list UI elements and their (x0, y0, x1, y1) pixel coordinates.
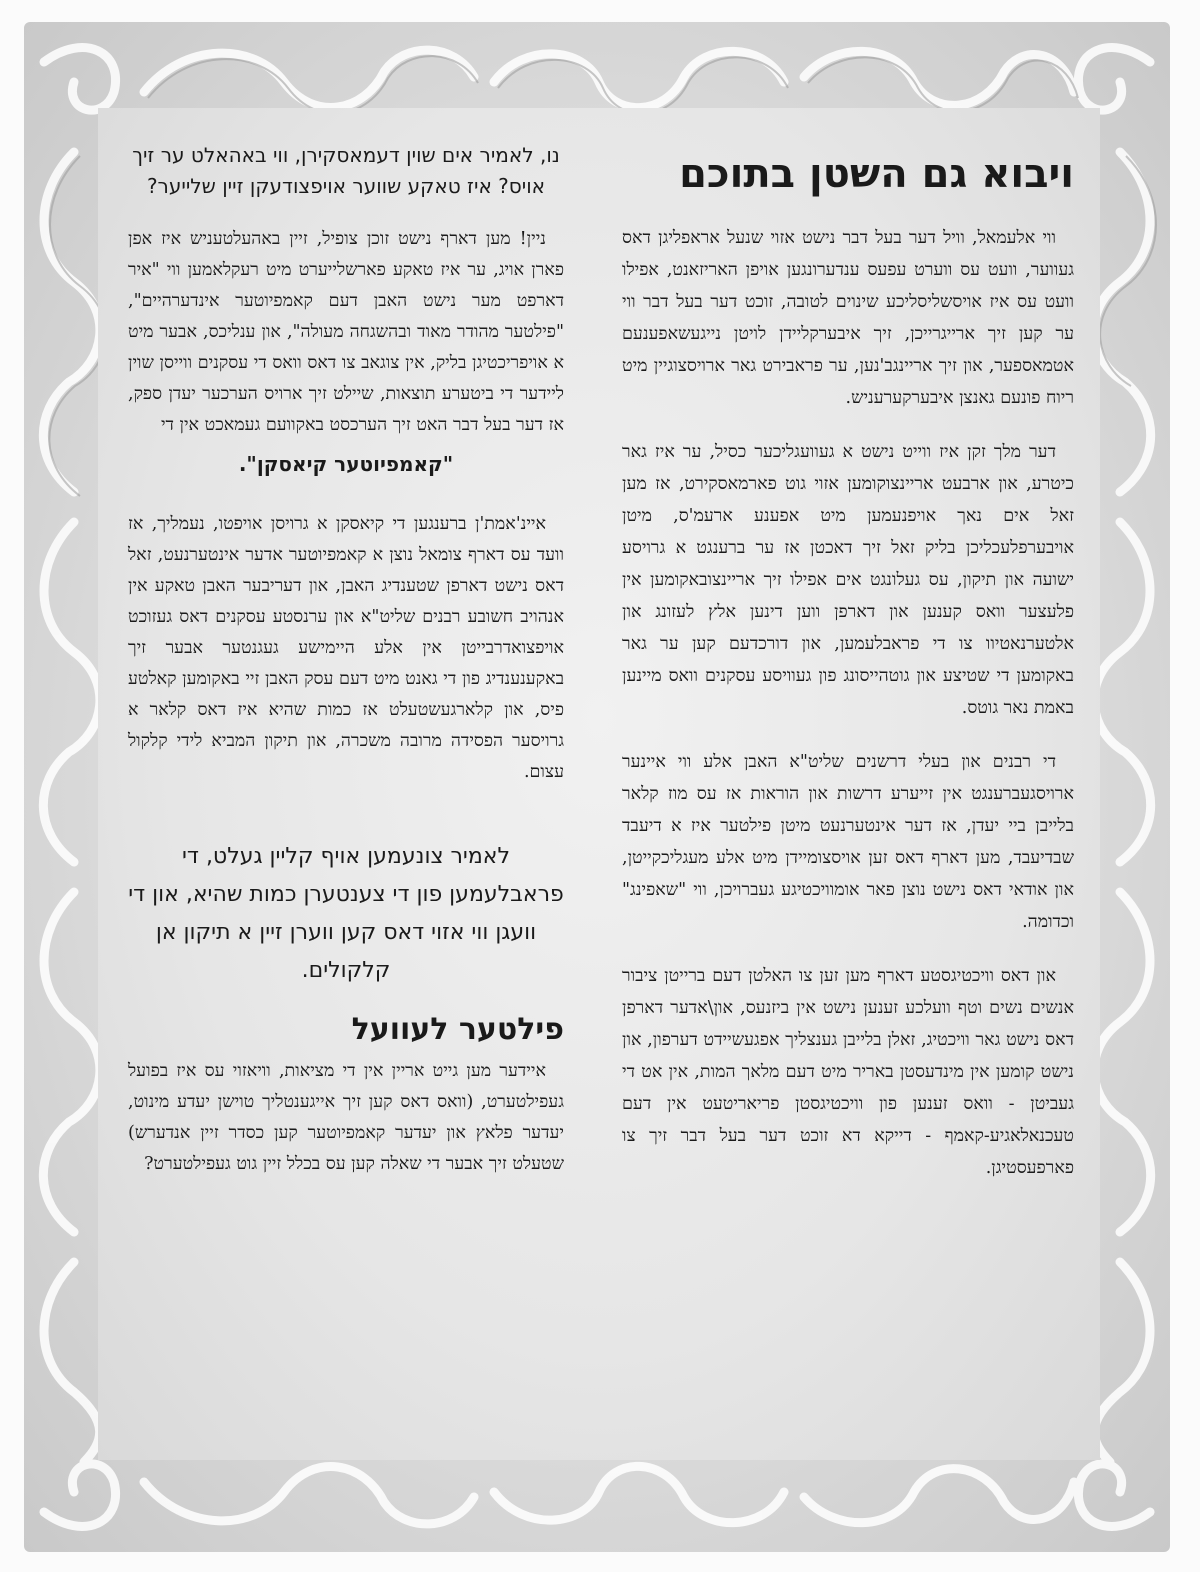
article-title: ויבוא גם השטן בתוכם (679, 151, 1074, 197)
paragraph: ווי אלעמאל, וויל דער בעל דבר נישט אזוי שנעל אראפליגן דאס געווער, וועט עס ווערט עפעס ענדערונגען אויפן האריזאנט, אפילו וועט עס איז אויסשליסליכע שינוים לטובה, זוכט דער בעל דבר ווי ער קען זיך ארייגרייכן, זיך איבערקליידן לויטן נייגעשאפענעם אטמאספער, און זיך אריינגב'נען, ער פראבירט גאר ארויסצוגיין מיט ריוח פונעם גאנצן איבערקערעניש. (622, 228, 1074, 408)
highlighted-phrase: "קאמפיוטער קיאסקן". (238, 452, 454, 476)
intro-question: נו, לאמיר אים שוין דעמאסקירן, ווי באהאלט ער זיך אויס? איז טאקע שווער אויפצודעקן זיין שלייער? (132, 143, 560, 198)
paragraph: איידער מען גייט אריין אין די מציאות, וויאזוי עס איז בפועל געפילטערט, (וואס דאס קען זיך אייגענטליך טוישן יעדע מינוט, יעדער פלאץ און יעדער קאמפיוטער קען כסדר זיין אנדערש) שטעלט זיך אבער די שאלה קען עס בכלל זיין גוט געפילטערט? (128, 1061, 564, 1174)
right-column (622, 140, 1074, 1206)
paragraph: די רבנים און בעלי דרשנים שליט"א האבן אלע ווי איינער ארויסגעברענגט אין זייערע דרשות און הוראות אז עס מוז קלאר בלייבן ביי יעדן, אז דער אינטערנעט מיטן פילטער איז א דיעבד שבדיעבד, מען דארף דאס זען אויסצומיידן מיט אלע מעגליכקייטן, און אודאי דאס נישט נוצן פאר אומוויכטיגע געברויכן, ווי "שאפינג" וכדומה. (622, 752, 1074, 932)
paragraph: איינ'אמת'ן ברענגען די קיאסקן א גרויסן אויפטו, נעמליך, אז וועד עס דארף צומאל נוצן א קאמפיוטער אדער אינטערנעט, זאל דאס נישט דארפן שטענדיג האבן, און דעריבער האבן טאקע אין אנהויב חשובע רבנים שליט"א און ערנסטע עסקנים דאס געזוכט אויפצואדרבייטן אין אלע היימישע געגנטער אבער זיך באקענענדיג פון די גאנט מיט דעם עסק האבן זיי באקומען קאלטע פיס, און קלארגעשטעלט אז כמות שהיא איז דאס קלאר א גרויסער הפסידה מרובה משכרה, און תיקון המביא לידי קלקול עצום. (128, 514, 564, 782)
paragraph: ניין! מען דארף נישט זוכן צופיל, זיין באהעלטעניש איז אפן פארן אויג, ער איז טאקע פארשלייערט מיט רעקלאמען ווי "איר דארפט מער נישט האבן דעם קאמפיוטער אינדערהיים", "פילטער מהודר מאוד ובהשגחה מעולה", און ענליכס, אבער מיט א אויפריכטיגן בליק, אין צוגאב צו דאס וואס די עסקנים ווייסן שוין ליידער די ביטערע תוצאות, שיילט זיך ארויס הערכער יעדן ספק, אז דער בעל דבר האט זיך הערכסט באקוועם געמאכט אין די (128, 229, 564, 435)
section-heading: פילטער לעוועל (351, 1012, 564, 1047)
paragraph: דער מלך זקן איז ווייט נישט א געוועגליכער כסיל, ער איז גאר כיטרע, און ארבעט אריינצוקומען אזוי גוט פארמאסקירט, אז מען זאל אים נאך אויפנעמען מיט אפענע ארעמ'ס, מיטן אויבערפלעכליכן בליק זאל זיך דאכטן אז ער ברענגט א גרויסע ישועה און תיקון, עס געלונגט אים אפילו זיך אריינצובאקומען אין פלעצער וואס קענען און דארפן ווען דינען אלץ לעזונג און אלטערנאטיוו צו די פראבלעמען, און דורכדעם קען ער גאר באקומען די שטיצע און גוטהייסונג פון געוויסע עסקנים וואס מיינען באמת נאר גוטס. (622, 442, 1074, 718)
pull-quote: לאמיר צונעמען אויף קליין געלט, די פראבלעמען פון די צענטערן כמות שהיא, און די וועגן ווי אזוי דאס קען ווערן זיין א תיקון אן קלקולים. (128, 844, 564, 983)
paragraph: און דאס וויכטיגסטע דארף מען זען צו האלטן דעם ברייטן ציבור אנשים נשים וטף וועלכע זענען נישט אין ביזנעס, און\אדער דארפן דאס נישט גאר וויכטיג, זאלן בלייבן גענצליך אפגעשיידט דערפון, און נישט קומען אין מינדעסטן באריר מיט דעם מלאך המות, אין אט די געביטן - וואס זענען פון וויכטיגסטן פריאריטעט אין דעם טעכנאלאגיע-קאמף - דייקא דא זוכט דער בעל דבר זיך צו פארפעסטיגן. (622, 966, 1074, 1178)
left-column (128, 140, 564, 1202)
